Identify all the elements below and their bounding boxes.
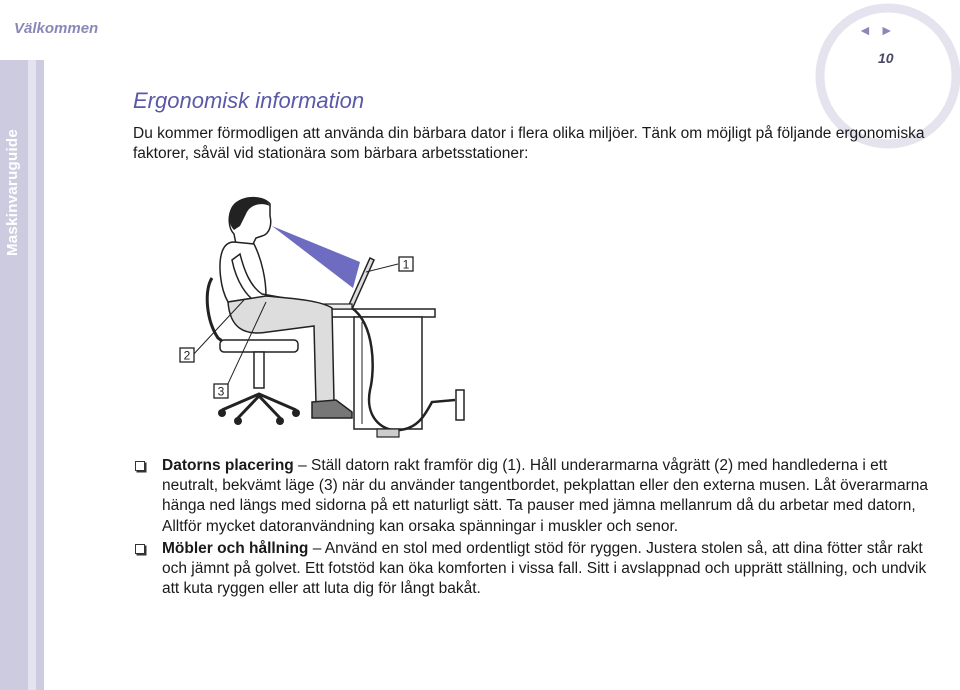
header-title: Välkommen [14,20,99,37]
desk-pedestal [354,317,422,429]
checkbox-bullet-icon [135,461,145,471]
wall-outlet [456,390,464,420]
bullet-term: Möbler och hållning [162,539,309,557]
list-item [133,456,943,537]
intro-paragraph: Du kommer förmodligen att använda din bärbara dator i flera olika miljöer. Tänk om möjligt på följande ergonomiska faktorer, såväl vid stationära som bärbara arbetsstationer: [133,125,925,162]
chair-post [254,352,264,388]
sidebar-label: Maskinvaruguide [4,128,21,256]
power-adapter [377,429,399,437]
callout-label-2: 2 [183,348,191,363]
bullet-term: Datorns placering [162,457,294,474]
chair-seat [220,340,298,352]
bullet-text: – Använd en stol med ordentligt stöd för ryggen. Justera stolen så, att dina fötter står rakt och jämnt på golvet. Ett fotstöd kan öka komforten i vissa fall. Sitt i avslappnad och upprätt ställning, och undvik att kuta ryggen eller att luta dig för långt bakåt. [162,539,927,598]
callout-label-1: 1 [402,257,410,272]
chair-base [222,394,296,418]
bullet-text: – Ställ datorn rakt framför dig (1). Håll underarmarna vågrätt (2) med handlederna i ett neutralt, bekvämt läge (3) när du använder tangentbordet, pekplattan eller den externa musen. Låt överarmarna hänga ned längs med sidorna på ett naturligt sätt. Ta pauser med jämna mellanrum då du arbetar med datorn, Alltför mycket datoranvändning kan orsaka spänningar i muskler och senor. [162,457,928,535]
callout-label-3: 3 [217,384,225,399]
page-navigation [858,22,896,38]
next-page-icon[interactable]: ► [879,22,896,38]
list-item [133,539,943,600]
ergonomics-bullet-list [133,456,943,601]
person-shoe [312,400,352,418]
page-heading: Ergonomisk information [133,88,365,113]
line-of-sight-beam [272,226,360,288]
checkbox-bullet-icon [135,544,145,554]
ergonomic-posture-illustration [170,190,480,445]
previous-page-icon[interactable]: ◄ [858,22,874,38]
page-number: 10 [878,50,894,66]
